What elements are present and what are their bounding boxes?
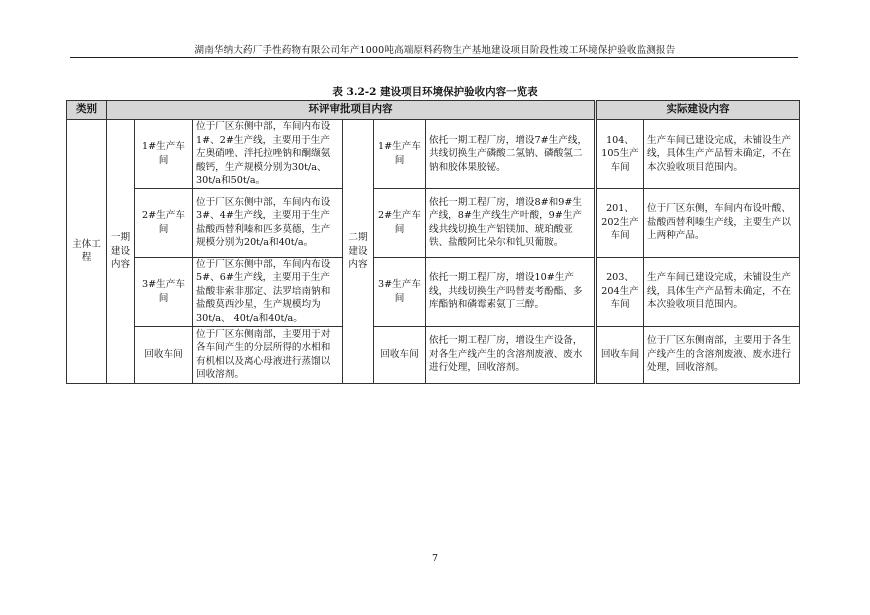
phase2-label-cell: 二期建设内容 <box>343 120 374 384</box>
phase1-workshop-name: 回收车间 <box>135 326 193 383</box>
actual-workshop-name: 203、204生产车间 <box>596 257 644 326</box>
header-divider <box>70 57 798 58</box>
phase2-workshop-desc: 依托一期工程厂房，增设8#和9#生产线，8#生产线生产叶酸，9#生产线共线切换生产铝镁加、琥珀酸亚铁、盐酸阿比朵尔和钆贝葡胺。 <box>426 188 596 257</box>
phase1-workshop-name: 2#生产车间 <box>135 188 193 257</box>
actual-workshop-desc: 位于厂区东侧南部，主要用于各生产线产生的含溶剂废液、废水进行处理，回收溶剂。 <box>644 326 800 383</box>
phase2-workshop-desc: 依托一期工程厂房，增设10#生产线，共线切换生产吗替麦考酚酯、多库酯钠和磷霉素氨丁三醇。 <box>426 257 596 326</box>
phase1-label-cell: 一期建设内容 <box>107 120 135 384</box>
phase2-workshop-name: 2#生产车间 <box>374 188 426 257</box>
phase1-workshop-desc: 位于厂区东侧中部，车间内布设3#、4#生产线，主要用于生产盐酸西替利嗪和匹多莫德，生产规模分别为20t/a和40t/a。 <box>193 188 343 257</box>
actual-workshop-name: 回收车间 <box>596 326 644 383</box>
phase2-workshop-desc: 依托一期工程厂房，增设7#生产线，共线切换生产磷酸二氢钠、磷酸氢二钠和胶体果胶铋。 <box>426 120 596 189</box>
phase2-workshop-name: 1#生产车间 <box>374 120 426 189</box>
page-number: 7 <box>431 553 439 564</box>
actual-workshop-desc: 位于厂区东侧，车间内布设叶酸、盐酸西替利嗪生产线，主要生产以上两种产品。 <box>644 188 800 257</box>
table-row <box>67 188 800 257</box>
table-row <box>67 326 800 383</box>
table-caption: 表 3.2-2 建设项目环境保护验收内容一览表 <box>332 86 538 98</box>
phase1-workshop-name: 1#生产车间 <box>135 120 193 189</box>
phase2-workshop-name: 回收车间 <box>374 326 426 383</box>
table-row <box>67 120 800 189</box>
table-row <box>67 257 800 326</box>
report-header-title: 湖南华纳大药厂手性药物有限公司年产1000吨高端原料药物生产基地建设项目阶段性竣工环境保护验收监测报告 <box>194 45 676 56</box>
acceptance-content-table <box>66 100 800 384</box>
actual-workshop-name: 104、105生产车间 <box>596 120 644 189</box>
header-actual-content: 实际建设内容 <box>596 101 800 120</box>
header-eia-content: 环评审批项目内容 <box>107 101 596 120</box>
actual-workshop-name: 201、202生产车间 <box>596 188 644 257</box>
phase1-workshop-name: 3#生产车间 <box>135 257 193 326</box>
phase2-workshop-name: 3#生产车间 <box>374 257 426 326</box>
actual-workshop-desc: 生产车间已建设完成，未铺设生产线，具体生产产品暂未确定，不在本次验收项目范围内。 <box>644 257 800 326</box>
phase1-workshop-desc: 位于厂区东侧南部，主要用于对各车间产生的分层所得的水相和有机相以及离心母液进行蒸馏以回收溶剂。 <box>193 326 343 383</box>
phase1-workshop-desc: 位于厂区东侧中部，车间内布设1#、2#生产线，主要用于生产左奥硝唑、泮托拉唑钠和酮缬氨酸钙，生产规模分别为30t/a、30t/a和50t/a。 <box>193 120 343 189</box>
table-header-row <box>67 101 800 120</box>
phase1-workshop-desc: 位于厂区东侧中部，车间内布设5#、6#生产线，主要用于生产盐酸非索非那定、法罗培南钠和盐酸莫西沙星，生产规模均为30t/a、 40t/a和40t/a。 <box>193 257 343 326</box>
header-category: 类别 <box>67 101 107 120</box>
actual-workshop-desc: 生产车间已建设完成，未铺设生产线，具体生产产品暂未确定，不在本次验收项目范围内。 <box>644 120 800 189</box>
main-category-cell: 主体工程 <box>67 120 107 384</box>
phase2-workshop-desc: 依托一期工程厂房，增设生产设备，对各生产线产生的含溶剂废液、废水进行处理，回收溶剂。 <box>426 326 596 383</box>
